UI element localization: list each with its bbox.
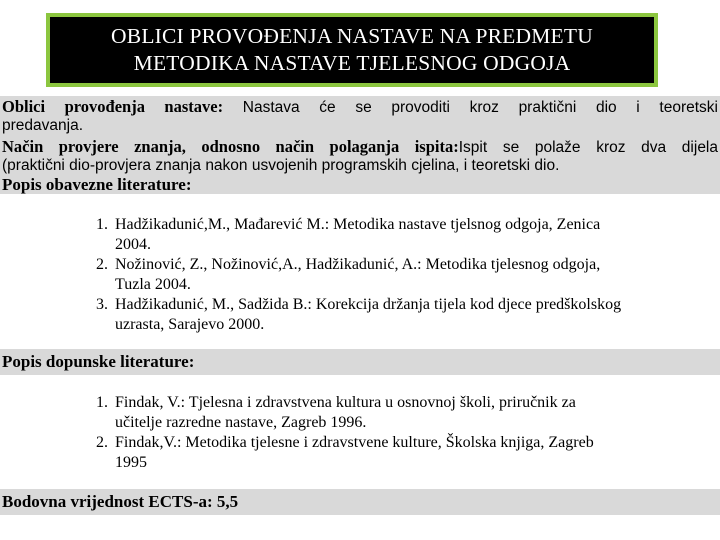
title-line-1: OBLICI PROVOĐENJA NASTAVE NA PREDMETU [111,24,593,48]
list-item-line: 2004. [115,236,151,253]
dopunska-list [80,393,720,473]
nacin-label: Način provjere znanja, odnosno način polaganja ispita: [2,137,459,156]
nacin-line-2: (praktični dio-provjera znanja nakon usvojenih programskih cjelina, i teoretski dio. [2,157,560,174]
title-line-2: METODIKA NASTAVE TJELESNOG ODGOJA [133,51,571,75]
ects-value: Bodovna vrijednost ECTS-a: 5,5 [2,492,239,511]
list-item [80,255,720,295]
list-item-line: Findak,V.: Metodika tjelesne i zdravstvene kulture, Školska knjiga, Zagreb [115,434,594,451]
nacin-line-1 [2,137,718,157]
list-item-line: Hadžikadunić, M., Sadžida B.: Korekcija držanja tijela kod djece predškolskog [115,296,622,313]
list-item-line: Nožinović, Z., Nožinović,A., Hadžikadunić, A.: Metodika tjelesnog odgoja, [115,256,601,273]
list-item [80,393,720,433]
obavezna-list [80,215,720,335]
list-item-line: Findak, V.: Tjelesna i zdravstvena kultura u osnovnoj školi, priručnik za [115,394,576,411]
list-item-line: Hadžikadunić,M., Mađarević M.: Metodika nastave tjelsnog odgoja, Zenica [115,216,601,233]
nacin-text: Ispit se polaže kroz dva dijela [458,139,718,156]
list-item-line: Tuzla 2004. [115,276,191,293]
list-item-line: uzrasta, Sarajevo 2000. [115,316,265,333]
list-item-line: učitelje razredne nastave, Zagreb 1996. [115,414,367,431]
list-item-line: 1995 [115,454,147,471]
list-number: 1. [96,394,108,411]
list-item [80,295,720,335]
oblici-line-1 [2,97,718,117]
list-number: 2. [96,434,108,451]
list-number: 3. [96,296,108,313]
oblici-label: Oblici provođenja nastave: [2,97,224,116]
list-item [80,215,720,255]
list-item [80,433,720,473]
list-number: 1. [96,216,108,233]
oblici-line-2: predavanja. [2,117,84,134]
dopunska-heading: Popis dopunske literature: [2,352,195,371]
oblici-text: Nastava će se provoditi kroz praktični dio i teoretski [242,99,718,116]
list-number: 2. [96,256,108,273]
slide-title [46,13,658,87]
obavezna-heading: Popis obavezne literature: [2,175,192,194]
